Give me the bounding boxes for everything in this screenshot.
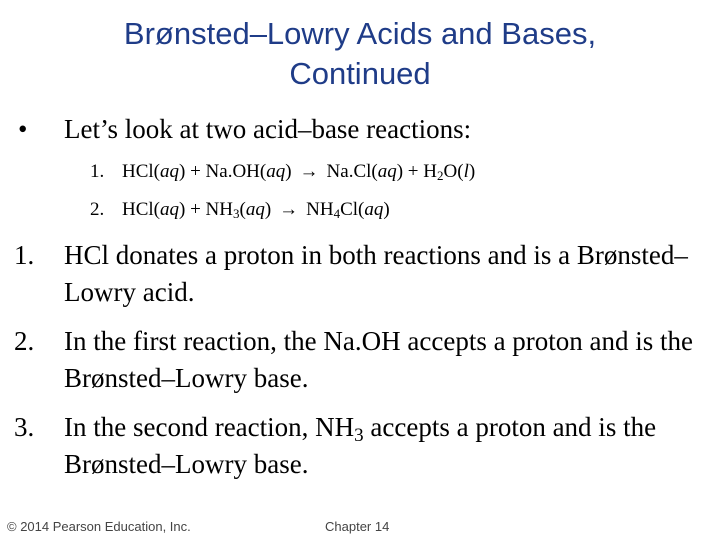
- equation-subscript: 2: [437, 168, 444, 183]
- equation-state: aq: [160, 161, 179, 182]
- slide-title-line-1: Brønsted–Lowry Acids and Bases,: [123, 16, 597, 51]
- equation-text: (: [239, 199, 246, 220]
- bullet-intro-text: Let’s look at two acid–base reactions:: [64, 114, 472, 144]
- item-text: [64, 409, 704, 483]
- equation-text: ) + H: [396, 161, 437, 182]
- equation-number: 2.: [90, 199, 105, 220]
- item-text: HCl donates a proton in both reactions and is a Brønsted–Lowry acid.: [64, 240, 688, 307]
- equation-text: ): [264, 199, 272, 220]
- equation-text: ): [383, 199, 390, 220]
- item-number: 1.: [14, 240, 35, 270]
- slide-title-line-2: Continued: [289, 56, 431, 91]
- equation-text: ): [468, 161, 476, 182]
- equation-text: HCl(: [122, 161, 160, 182]
- reaction-arrow: →: [279, 199, 299, 220]
- bullet-dot: •: [18, 114, 28, 144]
- equation-text: ) + NH: [179, 199, 233, 220]
- reaction-arrow: →: [299, 161, 319, 182]
- equation-subscript: 4: [333, 206, 341, 221]
- footer-copyright: © 2014 Pearson Education, Inc.: [7, 519, 191, 534]
- item-text-part: accepts a proton and is the Brønsted–Lowry base.: [64, 412, 657, 479]
- equation-state: l: [463, 161, 469, 182]
- item-number: 3.: [14, 412, 35, 442]
- equation-state: aq: [377, 161, 397, 182]
- equation-1: [90, 160, 475, 184]
- slide-title: [60, 14, 660, 94]
- item-text-part: In the second reaction, NH: [64, 412, 355, 442]
- item-text: In the first reaction, the Na.OH accepts a proton and is the Brønsted–Lowry base.: [64, 326, 694, 393]
- equation-text: HCl(: [122, 199, 160, 220]
- footer-chapter: Chapter 14: [325, 519, 390, 534]
- equation-2: [90, 198, 390, 222]
- equation-text: O(: [443, 161, 464, 182]
- item-number: 2.: [14, 326, 35, 356]
- equation-state: aq: [245, 199, 265, 220]
- equation-number: 1.: [90, 161, 105, 182]
- equation-text: NH: [306, 199, 334, 220]
- equation-text: ) + Na.OH(: [179, 161, 267, 182]
- equation-text: Na.Cl(: [326, 161, 378, 182]
- equation-text: Cl(: [340, 199, 365, 220]
- equation-subscript: 3: [233, 206, 240, 221]
- item-subscript: 3: [354, 425, 364, 446]
- equation-state: aq: [160, 199, 179, 220]
- equation-text: ): [285, 161, 292, 182]
- equation-state: aq: [364, 199, 384, 220]
- equation-state: aq: [266, 161, 286, 182]
